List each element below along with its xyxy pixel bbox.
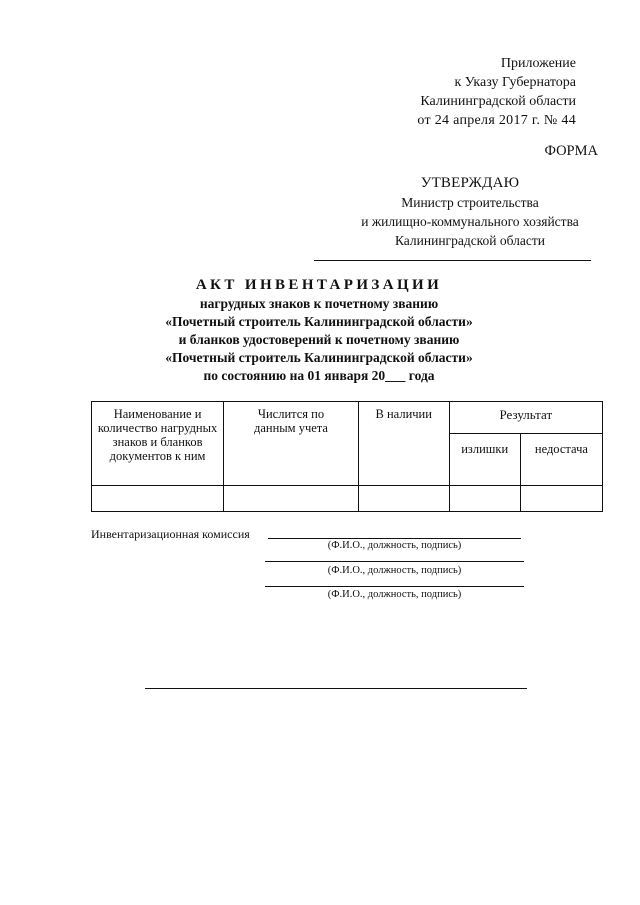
approval-region: Калининградской области bbox=[394, 233, 546, 248]
col-header-name: Наименование и количество нагрудных знаков и бланков документов к ним bbox=[92, 402, 224, 486]
approval-ministry: и жилищно-коммунального хозяйства bbox=[361, 214, 579, 229]
approval-block bbox=[320, 174, 620, 250]
title-line-2: «Почетный строитель Калининградской области» bbox=[165, 314, 473, 329]
table-cell bbox=[224, 486, 359, 512]
signature-line-2 bbox=[265, 561, 524, 562]
table-cell bbox=[520, 486, 602, 512]
title-line-5: по состоянию на 01 января 20___ года bbox=[203, 368, 435, 383]
col-header-result: Результат bbox=[449, 402, 602, 434]
appendix-region: Калининградской области bbox=[420, 94, 576, 109]
table-cell bbox=[358, 486, 449, 512]
commission-label: Инвентаризационная комиссия bbox=[91, 527, 250, 541]
table-cell bbox=[92, 486, 224, 512]
appendix-date: от 24 апреля 2017 г. № 44 bbox=[417, 113, 576, 128]
appendix-title: Приложение bbox=[500, 56, 576, 71]
table-row bbox=[92, 486, 603, 512]
form-label: ФОРМА bbox=[544, 143, 598, 159]
inventory-table bbox=[91, 401, 603, 512]
approval-position: Министр строительства bbox=[401, 195, 539, 210]
signature-caption-2: (Ф.И.О., должность, подпись) bbox=[327, 565, 462, 576]
approval-heading: УТВЕРЖДАЮ bbox=[420, 175, 520, 191]
act-heading: АКТ ИНВЕНТАРИЗАЦИИ bbox=[195, 277, 443, 293]
title-line-4: «Почетный строитель Калининградской области» bbox=[165, 350, 473, 365]
col-header-listed: Числится по данным учета bbox=[224, 402, 359, 486]
signature-caption-1: (Ф.И.О., должность, подпись) bbox=[327, 540, 462, 551]
approval-signature-line bbox=[314, 260, 591, 261]
title-line-3: и бланков удостоверений к почетному званию bbox=[178, 332, 460, 347]
col-header-shortage: недостача bbox=[520, 434, 602, 486]
document-title bbox=[148, 276, 490, 385]
table-cell bbox=[449, 486, 520, 512]
signature-line-3 bbox=[265, 586, 524, 587]
appendix-block bbox=[417, 54, 576, 130]
col-header-surplus: излишки bbox=[449, 434, 520, 486]
signature-line-1 bbox=[268, 538, 521, 539]
col-header-present: В наличии bbox=[358, 402, 449, 486]
appendix-decree: к Указу Губернатора bbox=[454, 75, 576, 90]
signature-caption-3: (Ф.И.О., должность, подпись) bbox=[327, 589, 462, 600]
title-line-1: нагрудных знаков к почетному званию bbox=[199, 296, 439, 311]
bottom-separator-line bbox=[145, 688, 527, 689]
